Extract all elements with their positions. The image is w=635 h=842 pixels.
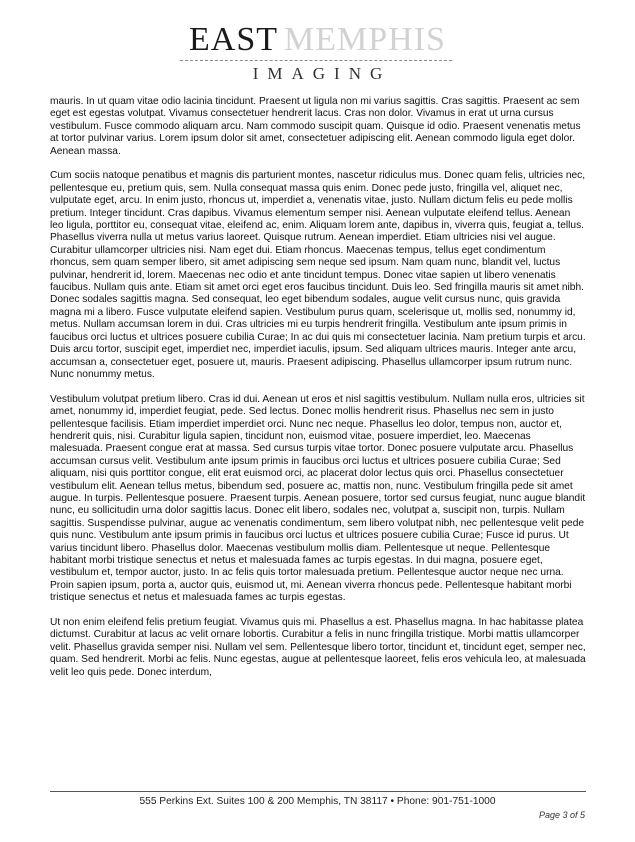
logo-subtitle: IMAGING [252,64,392,83]
page-number: Page 3 of 5 [538,810,585,820]
paragraph-3: Vestibulum volutpat pretium libero. Cras id dui. Aenean ut eros et nisl sagittis vestibulum. Nullam nulla eros, ultricies sit amet, nonummy id, imperdiet feugiat, pede. Sed lectus. Donec mollis hendrerit risus. Phasellus nec sem in justo pellentesque facilisis. Etiam imperdiet imperdiet orci. Nunc nec neque. Phasellus leo dolor, tempus non, auctor et, hendrerit quis, nisi. Curabitur ligula sapien, tincidunt non, euismod vitae, posuere imperdiet, leo. Maecenas malesuada. Praesent congue erat at massa. Sed cursus turpis vitae tortor. Donec posuere vulputate arcu. Phasellus accumsan cursus velit. Vestibulum ante ipsum primis in faucibus orci luctus et ultrices posuere cubilia Curae; Sed aliquam, nisi quis porttitor congue, elit erat euismod orci, ac placerat dolor lectus quis orci. Phasellus consectetuer vestibulum elit. Aenean tellus metus, bibendum sed, posuere ac, mattis non, nunc. Vestibulum fringilla pede sit amet augue. In turpis. Pellentesque posuere. Praesent turpis. Aenean posuere, tortor sed cursus feugiat, nunc augue blandit nunc, eu sollicitudin urna dolor sagittis lacus. Donec elit libero, sodales nec, volutpat a, suscipit non, turpis. Nullam sagittis. Suspendisse pulvinar, augue ac venenatis condimentum, sem libero volutpat nibh, nec pellentesque velit pede quis nunc. Vestibulum ante ipsum primis in faucibus orci luctus et ultrices posuere cubilia Curae; Fusce id purus. Ut varius tincidunt libero. Phasellus dolor. Maecenas vestibulum mollis diam. Pellentesque ut neque. Pellentesque habitant morbi tristique senectus et netus et malesuada fames ac turpis egestas. In dui magna, posuere eget, vestibulum et, tempor auctor, justo. In ac felis quis tortor malesuada pretium. Pellentesque auctor neque nec urna. Proin sapien ipsum, porta a, auctor quis, euismod ut, mi. Aenean viverra rhoncus pede. Pellentesque habitant morbi tristique senectus et netus et malesuada fames ac turpis egestas. [50,393,586,604]
document-body [50,96,586,691]
company-logo [0,22,635,84]
paragraph-4: Ut non enim eleifend felis pretium feugiat. Vivamus quis mi. Phasellus a est. Phasellus magna. In hac habitasse platea dictumst. Curabitur at lacus ac velit ornare lobortis. Curabitur a felis in nunc fringilla tristique. Morbi mattis ullamcorper velit. Phasellus gravida semper nisi. Nullam vel sem. Pellentesque libero tortor, tincidunt et, tincidunt eget, semper nec, quam. Sed hendrerit. Morbi ac felis. Nunc egestas, augue at pellentesque laoreet, felis eros vehicula leo, at malesuada velit leo quis pede. Donec interdum, [50,617,586,678]
logo-wordmark [0,22,635,58]
logo-word-memphis: MEMPHIS [284,21,446,58]
paragraph-1: mauris. In ut quam vitae odio lacinia tincidunt. Praesent ut ligula non mi varius sagittis. Cras sagittis. Praesent ac sem eget est egestas volutpat. Vivamus consectetuer hendrerit lacus. Cras non dolor. Vivamus in erat ut urna cursus vestibulum. Fusce commodo aliquam arcu. Nam commodo suscipit quam. Quisque id odio. Praesent venenatis metus at tortor pulvinar varius. Lorem ipsum dolor sit amet, consectetuer adipiscing elit. Aenean commodo ligula eget dolor. Aenean massa. [50,96,581,157]
logo-word-east: EAST [189,21,279,58]
logo-divider [180,60,452,61]
footer-address: 555 Perkins Ext. Suites 100 & 200 Memphis, TN 38117 • Phone: 901-751-1000 [139,796,496,807]
paragraph-2: Cum sociis natoque penatibus et magnis dis parturient montes, nascetur ridiculus mus. Donec quam felis, ultricies nec, pellentesque eu, pretium quis, sem. Nulla consequat massa quis enim. Donec pede justo, fringilla vel, aliquet nec, vulputate eget, arcu. In enim justo, rhoncus ut, imperdiet a, venenatis vitae, justo. Nullam dictum felis eu pede mollis pretium. Integer tincidunt. Cras dapibus. Vivamus elementum semper nisi. Aenean vulputate eleifend tellus. Aenean leo ligula, porttitor eu, consequat vitae, eleifend ac, enim. Aliquam lorem ante, dapibus in, viverra quis, feugiat a, tellus. Phasellus viverra nulla ut metus varius laoreet. Quisque rutrum. Aenean imperdiet. Etiam ultricies nisi vel augue. Curabitur ullamcorper ultricies nisi. Nam eget dui. Etiam rhoncus. Maecenas tempus, tellus eget condimentum rhoncus, sem quam semper libero, sit amet adipiscing sem neque sed ipsum. Nam quam nunc, blandit vel, luctus pulvinar, hendrerit id, lorem. Maecenas nec odio et ante tincidunt tempus. Donec vitae sapien ut libero venenatis faucibus. Nullam quis ante. Etiam sit amet orci eget eros faucibus tincidunt. Duis leo. Sed fringilla mauris sit amet nibh. Donec sodales sagittis magna. Sed consequat, leo eget bibendum sodales, augue velit cursus nunc, quis gravida magna mi a libero. Fusce vulputate eleifend sapien. Vestibulum purus quam, scelerisque ut, mollis sed, nonummy id, metus. Nullam accumsan lorem in dui. Cras ultricies mi eu turpis hendrerit fringilla. Vestibulum ante ipsum primis in faucibus orci luctus et ultrices posuere cubilia Curae; In ac dui quis mi consectetuer lacinia. Nam pretium turpis et arcu. Duis arcu tortor, suscipit eget, imperdiet nec, imperdiet iaculis, ipsum. Sed aliquam ultrices mauris. Integer ante arcu, accumsan a, consectetuer eget, posuere ut, mauris. Praesent adipiscing. Phasellus ullamcorper ipsum rutrum nunc. Nunc nonummy metus. [50,170,586,380]
footer-divider [50,791,586,792]
